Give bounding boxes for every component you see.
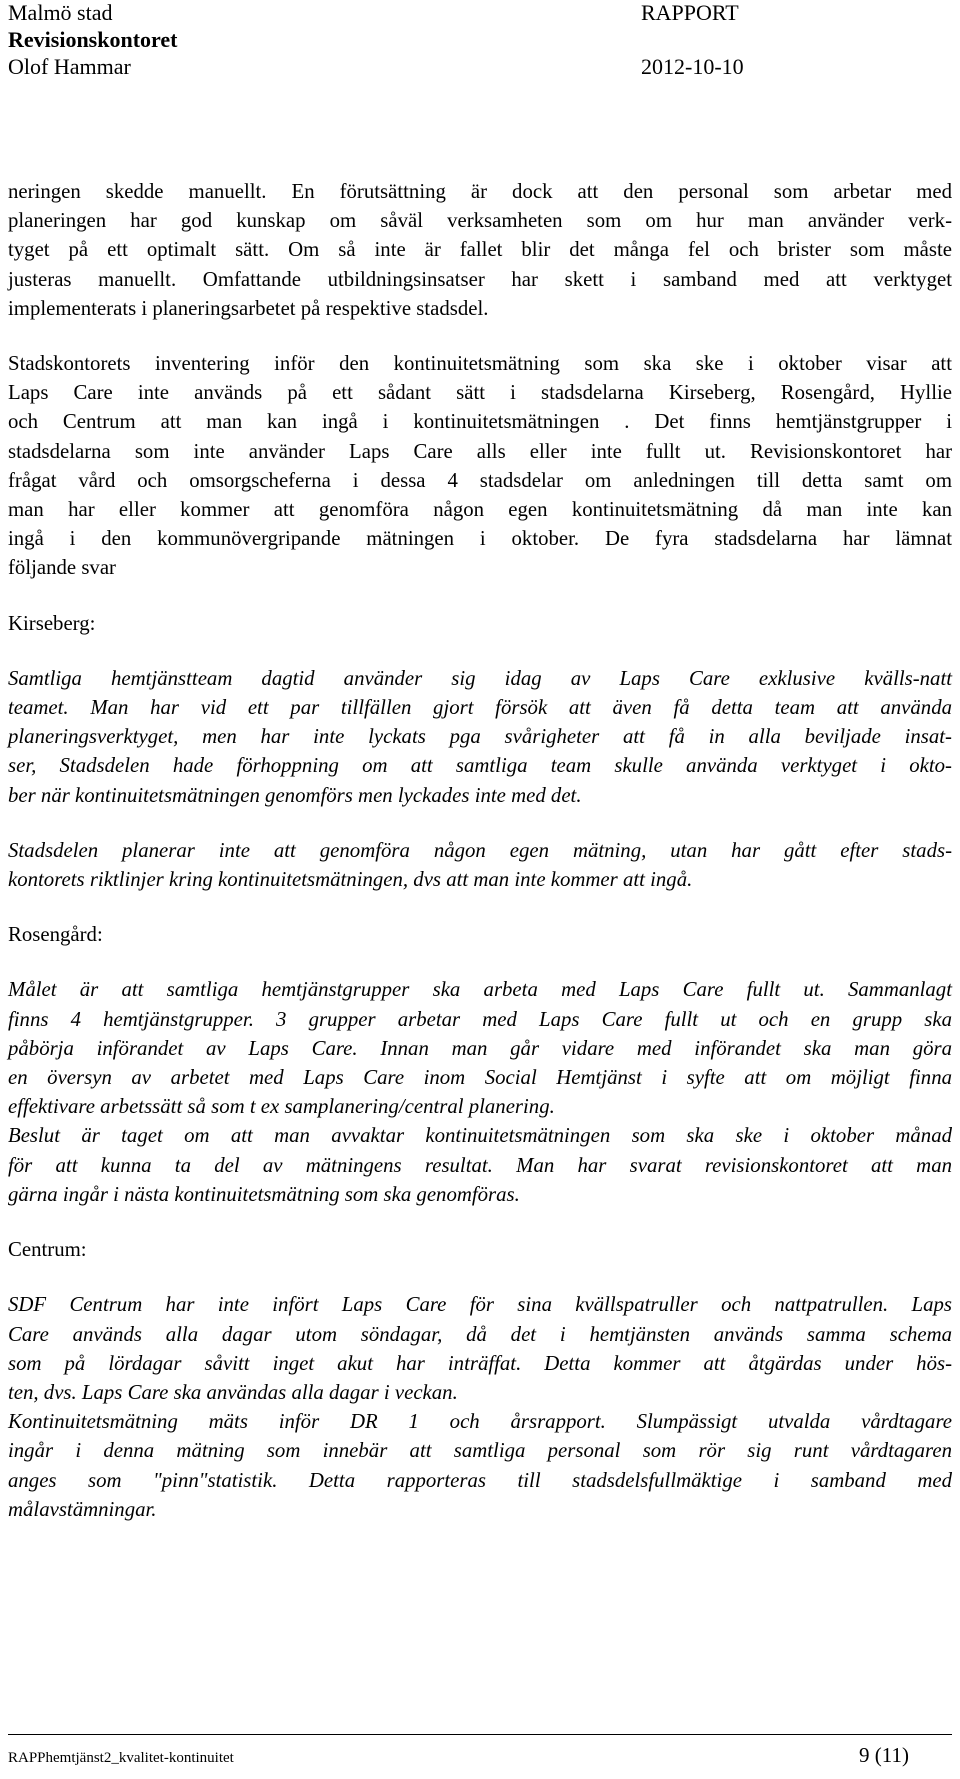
text-line: tyget på ett optimalt sätt. Om så inte är fallet blir det många fel och brister som måste <box>8 238 952 262</box>
text-line: man har eller kommer att genomföra någon egen kontinuitetsmätning då man inte kan <box>8 498 952 522</box>
header-doc-type: RAPPORT <box>641 0 739 25</box>
footer-page-number: 9 (11) <box>859 1743 909 1767</box>
text-line: Beslut är taget om att man avvaktar kontinuitetsmätningen som ska ske i oktober månad <box>8 1124 952 1148</box>
text-line: finns 4 hemtjänstgrupper. 3 grupper arbetar med Laps Care fullt ut och en grupp ska <box>8 1007 952 1031</box>
text-line: neringen skedde manuellt. En förutsättning är dock att den personal som arbetar med <box>8 180 952 203</box>
intro-paragraph <box>8 177 952 323</box>
header-department: Revisionskontoret <box>8 27 178 52</box>
kirseberg-paragraph-2 <box>8 836 952 894</box>
text-line: planeringsverktyget, men har inte lyckats pga svårigheter att få in alla beviljade insat- <box>8 725 952 749</box>
text-line: Samtliga hemtjänstteam dagtid använder sig idag av Laps Care exklusive kvälls-natt <box>8 666 952 690</box>
text-line: effektivare arbetssätt så som t ex samplanering/central planering. <box>8 1095 555 1119</box>
kirseberg-paragraph-1 <box>8 664 952 810</box>
text-line: SDF Centrum har inte infört Laps Care för sina kvällspatruller och nattpatrullen. Laps <box>8 1293 952 1317</box>
text-line: målavstämningar. <box>8 1497 157 1521</box>
inventory-paragraph <box>8 349 952 583</box>
text-line: Care används alla dagar utom söndagar, då det i hemtjänsten används samma schema <box>8 1322 952 1346</box>
text-line: Stadsdelen planerar inte att genomföra någon egen mätning, utan har gått efter stads- <box>8 838 952 862</box>
centrum-paragraph-1 <box>8 1290 952 1407</box>
text-line: ten, dvs. Laps Care ska användas alla dagar i veckan. <box>8 1380 458 1404</box>
footer-filename: RAPPhemtjänst2_kvalitet-kontinuitet <box>8 1750 234 1766</box>
text-line: teamet. Man har vid ett par tillfällen gjort försök att även få detta team att använda <box>8 696 952 720</box>
text-line: ingår i denna mätning som innebär att samtliga personal som rör sig runt vårdtagaren <box>8 1439 952 1463</box>
text-line: gärna ingår i nästa kontinuitetsmätning som ska genomföras. <box>8 1182 520 1206</box>
text-line: och Centrum att man kan ingå i kontinuitetsmätningen . Det finns hemtjänstgrupper i <box>8 410 952 434</box>
text-line: ingå i den kommunövergripande mätningen i oktober. De fyra stadsdelarna har lämnat <box>8 527 952 551</box>
centrum-paragraph-2 <box>8 1407 952 1524</box>
text-line: följande svar <box>8 556 116 580</box>
rosengard-paragraph-2 <box>8 1121 952 1209</box>
footer-divider <box>8 1734 952 1735</box>
text-line: stadsdelarna som inte använder Laps Care alls eller inte fullt ut. Revisionskontoret har <box>8 439 952 463</box>
header-author: Olof Hammar <box>8 54 131 79</box>
text-line: justeras manuellt. Omfattande utbildningsinsatser har skett i samband med att verktyget <box>8 267 952 291</box>
text-line: frågat vård och omsorgscheferna i dessa 4 stadsdelar om anledningen till detta samt om <box>8 468 952 492</box>
kirseberg-heading: Kirseberg: <box>8 611 96 635</box>
text-line: planeringen har god kunskap om såväl verksamheten som om hur man använder verk- <box>8 209 952 233</box>
text-line: en översyn av arbetet med Laps Care inom Social Hemtjänst i syfte att om möjligt finna <box>8 1066 952 1090</box>
header-org: Malmö stad <box>8 0 113 25</box>
header-date: 2012-10-10 <box>641 54 744 79</box>
text-line: implementerats i planeringsarbetet på respektive stadsdel. <box>8 296 489 320</box>
text-line: Laps Care inte används på ett sådant sätt i stadsdelarna Kirseberg, Rosengård, Hyllie <box>8 381 952 405</box>
text-line: för att kunna ta del av mätningens resultat. Man har svarat revisionskontoret att man <box>8 1153 952 1177</box>
document-body <box>8 177 952 1524</box>
text-line: kontorets riktlinjer kring kontinuitetsmätningen, dvs att man inte kommer att ingå. <box>8 868 693 892</box>
text-line: som på lördagar såvitt inget akut har inträffat. Detta kommer att åtgärdas under hös- <box>8 1351 952 1375</box>
rosengard-heading: Rosengård: <box>8 923 103 947</box>
text-line: Målet är att samtliga hemtjänstgrupper ska arbeta med Laps Care fullt ut. Sammanlagt <box>8 978 952 1002</box>
text-line: ser, Stadsdelen hade förhoppning om att samtliga team skulle använda verktyget i okto- <box>8 754 952 778</box>
rosengard-paragraph-1 <box>8 975 952 1121</box>
text-line: påbörja införandet av Laps Care. Innan man går vidare med införandet ska man göra <box>8 1036 952 1060</box>
text-line: anges som "pinn"statistik. Detta rapporteras till stadsdelsfullmäktige i samband med <box>8 1468 952 1492</box>
text-line: Kontinuitetsmätning mäts inför DR 1 och årsrapport. Slumpässigt utvalda vårdtagare <box>8 1410 952 1434</box>
text-line: ber när kontinuitetsmätningen genomförs men lyckades inte med det. <box>8 783 582 807</box>
centrum-heading: Centrum: <box>8 1238 87 1262</box>
text-line: Stadskontorets inventering inför den kontinuitetsmätning som ska ske i oktober visar att <box>8 352 952 376</box>
